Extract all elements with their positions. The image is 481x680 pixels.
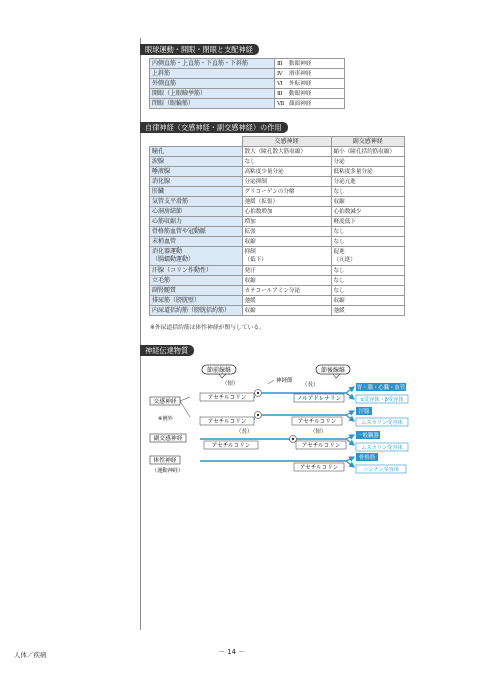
somatic-label: 体性神経: [153, 458, 177, 464]
autonomic-table-row: [150, 167, 405, 177]
eye-table-row: [150, 69, 345, 79]
autonomic-table-row: [150, 266, 405, 276]
para-cell: 分泌亢進: [331, 177, 405, 187]
organ-cell: 立毛筋: [150, 276, 243, 286]
nerve-num-cell: Ⅲ: [275, 59, 288, 69]
nerve-cell: 顔面神経: [287, 99, 345, 109]
organs-skeletal: 骨格筋: [358, 455, 376, 461]
sym-cell: 散大（瞳孔散大筋収縮）: [242, 147, 331, 157]
autonomic-table-row: [150, 276, 405, 286]
muscle-cell: 内側直筋・上直筋・下直筋・下斜筋: [150, 59, 275, 69]
organ-cell: 副腎髄質: [150, 286, 243, 296]
para-cell: なし: [331, 227, 405, 237]
post-fiber-label: 節後線維: [320, 367, 346, 374]
long-label-2: （長）: [236, 429, 253, 435]
autonomic-table-row: [150, 177, 405, 187]
section-title-autonomic: 自律神経（交感神経・副交感神経）の作用: [140, 122, 288, 133]
sym-cell: 分泌抑制: [242, 177, 331, 187]
sym-cell: グリコーゲンの分解: [242, 187, 331, 197]
para-cell: なし: [331, 286, 405, 296]
eye-table-row: [150, 79, 345, 89]
autonomic-table-row: [150, 157, 405, 167]
page-number: － 14 －: [218, 648, 246, 656]
exception-note: ※例外: [158, 416, 173, 422]
autonomic-table-row: [150, 247, 405, 266]
organ-cell: 心洞房結節: [150, 207, 243, 217]
para-cell: なし: [331, 276, 405, 286]
autonomic-table-row: [150, 296, 405, 306]
somatic-sub: （運動神経）: [152, 468, 184, 474]
short-label-2: （短）: [310, 429, 327, 435]
receptor-nicotine: ニコチン受容体: [362, 467, 400, 473]
nerve-num-cell: Ⅳ: [275, 69, 288, 79]
para-cell: 縮小（瞳孔括約筋収縮）: [331, 147, 405, 157]
nerve-cell: 動眼神経: [287, 59, 345, 69]
col-parasympathetic: 副交感神経: [331, 137, 405, 147]
autonomic-table-row: [150, 197, 405, 207]
nerve-num-cell: Ⅲ: [275, 89, 288, 99]
ach-label-1: アセチルコリン: [207, 395, 247, 401]
organ-cell: 末梢血管: [150, 237, 243, 247]
sym-cell: カテコールアミン分泌: [242, 286, 331, 296]
sym-sub: （低下）: [244, 257, 267, 263]
ganglion-label: 神経節: [276, 378, 293, 384]
sym-cell: 弛緩（拡張）: [242, 197, 331, 207]
ach-label-2: アセチルコリン: [207, 419, 247, 425]
para-cell: 分泌: [331, 157, 405, 167]
autonomic-table-row: [150, 147, 405, 157]
receptor-sym: α受容体・β受容体: [360, 397, 404, 403]
eye-table-row: [150, 89, 345, 99]
autonomic-table: [149, 136, 405, 316]
organ-cell: 消化腺: [150, 177, 243, 187]
ach-label-6: アセチルコリン: [299, 465, 339, 471]
receptor-general: ムスカリン受容体: [361, 445, 403, 451]
receptor-sweat: ムスカリン受容体: [361, 420, 403, 426]
table-note: ※外尿道括約筋は体性神経が関与している。: [150, 325, 265, 331]
sym-cell: 収縮: [242, 237, 331, 247]
autonomic-table-row: [150, 286, 405, 296]
organ-cell: 内尿道括約筋（膀胱括約筋）: [150, 306, 243, 316]
sym-cell: 拡張: [242, 227, 331, 237]
muscle-cell: 上斜筋: [150, 69, 275, 79]
organ-cell: 排尿筋（膀胱壁）: [150, 296, 243, 306]
sym-cell: 発汗: [242, 266, 331, 276]
nerve-num-cell: Ⅶ: [275, 99, 288, 109]
para-sub: （亢進）: [333, 257, 356, 263]
organ-cell: 消化器運動: [152, 248, 183, 255]
sym-cell: 収縮: [242, 306, 331, 316]
organ-cell: 唾液腺: [150, 167, 243, 177]
organ-cell: 気管支平滑筋: [150, 197, 243, 207]
eye-nerve-table: [149, 58, 345, 109]
para-cell: なし: [331, 237, 405, 247]
eye-table-row: [150, 99, 345, 109]
nerve-num-cell: Ⅵ: [275, 79, 288, 89]
organ-cell: 肝臓: [150, 187, 243, 197]
muscle-cell: 開眼（上眼瞼挙筋）: [150, 89, 275, 99]
autonomic-table-row: [150, 306, 405, 316]
long-label-1: （長）: [302, 382, 319, 388]
para-cell: 促進: [333, 249, 345, 255]
autonomic-table-row: [150, 217, 405, 227]
footer-category: 人体／疾病: [14, 651, 47, 659]
col-sympathetic: 交感神経: [242, 137, 331, 147]
organ-cell: 涙腺: [150, 157, 243, 167]
ach-label-4: アセチルコリン: [211, 443, 251, 449]
section-title-eye-nerves: 眼球運動・開眼・閉眼と支配神経: [140, 44, 259, 55]
autonomic-table-row: [150, 207, 405, 217]
sym-cell: 抑制: [244, 249, 256, 255]
autonomic-table-row: [150, 187, 405, 197]
noradr-label: ノルアドレナリン: [296, 396, 342, 402]
sym-cell: 弛緩: [242, 296, 331, 306]
neurotransmitter-diagram: [140, 355, 440, 485]
ach-label-3: アセチルコリン: [297, 419, 337, 425]
short-label-1: （短）: [222, 381, 239, 387]
para-cell: 弛緩: [331, 306, 405, 316]
organ-cell: 汗腺（コリン作動性）: [150, 266, 243, 276]
organs-sym: 胃・腸・心臓・血管: [356, 385, 406, 391]
autonomic-table-row: [150, 237, 405, 247]
sympathetic-label: 交感神経: [153, 399, 177, 405]
eye-table-row: [150, 59, 345, 69]
nerve-cell: 外転神経: [287, 79, 345, 89]
para-cell: 収縮: [331, 296, 405, 306]
parasympathetic-label: 副交感神経: [153, 436, 183, 442]
para-cell: 心拍数減少: [331, 207, 405, 217]
sym-cell: 高粘度少量分泌: [242, 167, 331, 177]
muscle-cell: 外側直筋: [150, 79, 275, 89]
organ-sub: （腸蠕動運動）: [152, 256, 195, 263]
para-cell: 低粘度多量分泌: [331, 167, 405, 177]
sym-cell: 増加: [242, 217, 331, 227]
sym-cell: 収縮: [242, 276, 331, 286]
organ-cell: 心筋収縮力: [150, 217, 243, 227]
autonomic-table-row: [150, 227, 405, 237]
ach-label-5: アセチルコリン: [301, 443, 341, 449]
organ-cell: 骨格筋血管や冠動脈: [150, 227, 243, 237]
para-cell: 収縮: [331, 197, 405, 207]
nerve-cell: 滑車神経: [287, 69, 345, 79]
pre-fiber-label: 節前線維: [206, 367, 232, 374]
para-cell: 軽度低下: [331, 217, 405, 227]
para-cell: なし: [331, 187, 405, 197]
organs-sweat: 汗腺: [358, 409, 370, 415]
section-title-neurotransmitter: 神経伝達物質: [140, 345, 194, 356]
nerve-cell: 動眼神経: [287, 89, 345, 99]
sym-cell: 心拍数増加: [242, 207, 331, 217]
organ-cell: 瞳孔: [150, 147, 243, 157]
organs-general: 一般臓器: [357, 433, 379, 439]
muscle-cell: 閉眼（眼輪筋）: [150, 99, 275, 109]
para-cell: なし: [331, 266, 405, 276]
sym-cell: なし: [242, 157, 331, 167]
